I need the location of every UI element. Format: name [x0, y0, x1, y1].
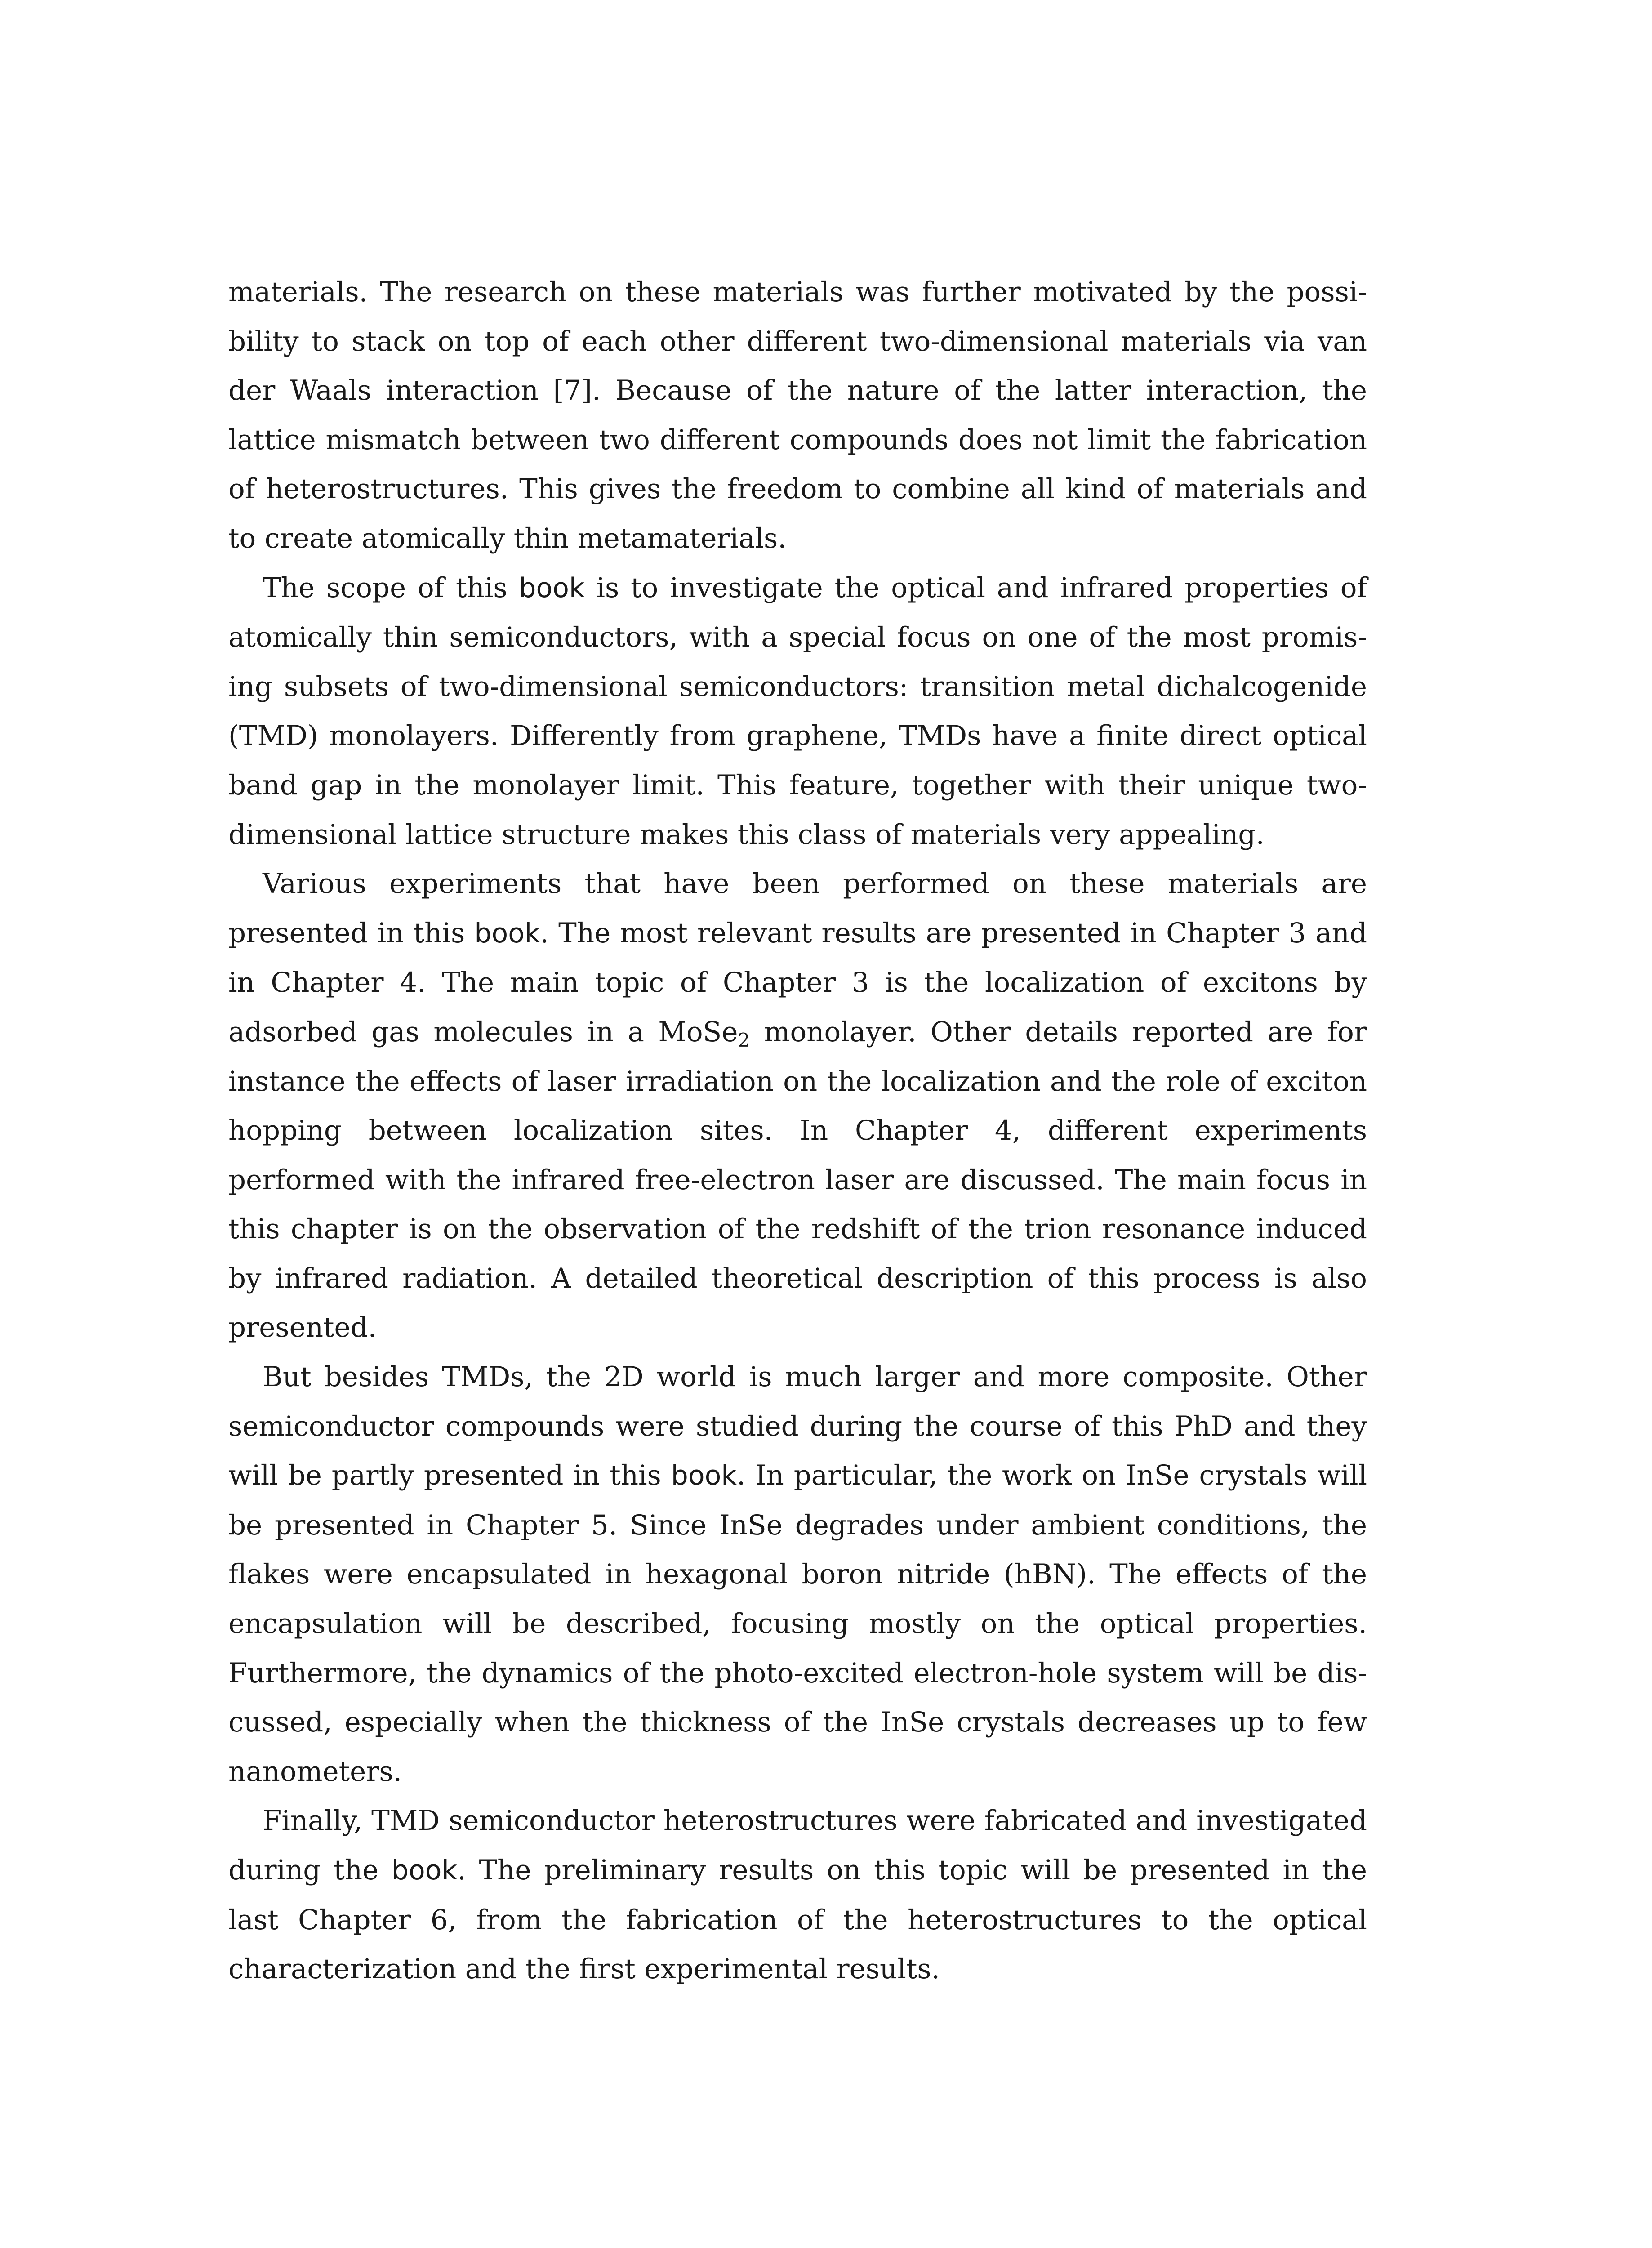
paragraph — [228, 1352, 1367, 1796]
paragraph — [228, 859, 1367, 1352]
book-word: book — [474, 917, 540, 949]
text-run: The scope of this — [263, 571, 519, 604]
paragraph — [228, 563, 1367, 860]
body-text — [228, 268, 1367, 1994]
text-run: is to investigate the optical and infrared properties of atomically thin semiconductors, with a special focus on one of the most promising subsets of two-dimensional semiconductors: transition metal dichalcogenide (TMD) monolayers. Differently from graphene, TMDs have a finite direct optical band gap in the monolayer limit. This feature, together with their unique two-dimensional lattice structure makes this class of materials very appealing. — [228, 571, 1367, 851]
text-run: . The preliminary results on this topic will be presented in the last Chapter 6, from the fabrication of the heterostructures to the optical characterization and the first experimental results. — [228, 1854, 1367, 1985]
paragraph — [228, 268, 1367, 563]
book-word: book — [391, 1855, 458, 1886]
text-run: monolayer. Other details reported are for instance the effects of laser irradiation on the localization and the role of exciton hopping between localization sites. In Chapter 4, different experiments performed with the infrared free-electron laser are discussed. The main focus in this chapter is on the observation of the redshift of the trion resonance induced by infrared radiation. A detailed theoretical description of this process is also presented. — [228, 1016, 1367, 1344]
book-word: book — [671, 1460, 737, 1492]
text-run: materials. The research on these materials was further motivated by the possibility to stack on top of each other different two-dimensional materials via van der Waals interaction [7]. Because of the nature of the latter interaction, the lattice mismatch between two different compounds does not limit the fabrication of heterostructures. This gives the freedom to combine all kind of materials and to create atomically thin metamaterials. — [228, 276, 1367, 554]
text-run: . In particular, the work on InSe crystals will be presented in Chapter 5. Since InSe degrades under ambient conditions, the flakes were encapsulated in hexagonal boron nitride (hBN). The effects of the encapsulation will be described, focusing mostly on the optical properties. Furthermore, the dynamics of the photo-excited electron-hole system will be discussed, especially when the thickness of the InSe crystals decreases up to few nanometers. — [228, 1459, 1367, 1788]
text-run: But besides TMDs, the 2D world is much larger and more composite. Other semiconductor compounds were studied during the course of this PhD and they will be partly presented in this — [228, 1361, 1367, 1492]
book-word: book — [519, 572, 585, 604]
text-run: . The most relevant results are presented in Chapter 3 and in Chapter 4. The main topic of Chapter 3 is the localization of excitons by adsorbed gas molecules in a MoSe — [228, 917, 1367, 1048]
paragraph — [228, 1796, 1367, 1994]
subscript: 2 — [738, 1029, 750, 1051]
text-run: Finally, TMD semiconductor heterostructures were fabricated and investigated during the — [228, 1805, 1367, 1886]
text-run: Various experiments that have been performed on these materials are presented in this — [228, 868, 1367, 949]
